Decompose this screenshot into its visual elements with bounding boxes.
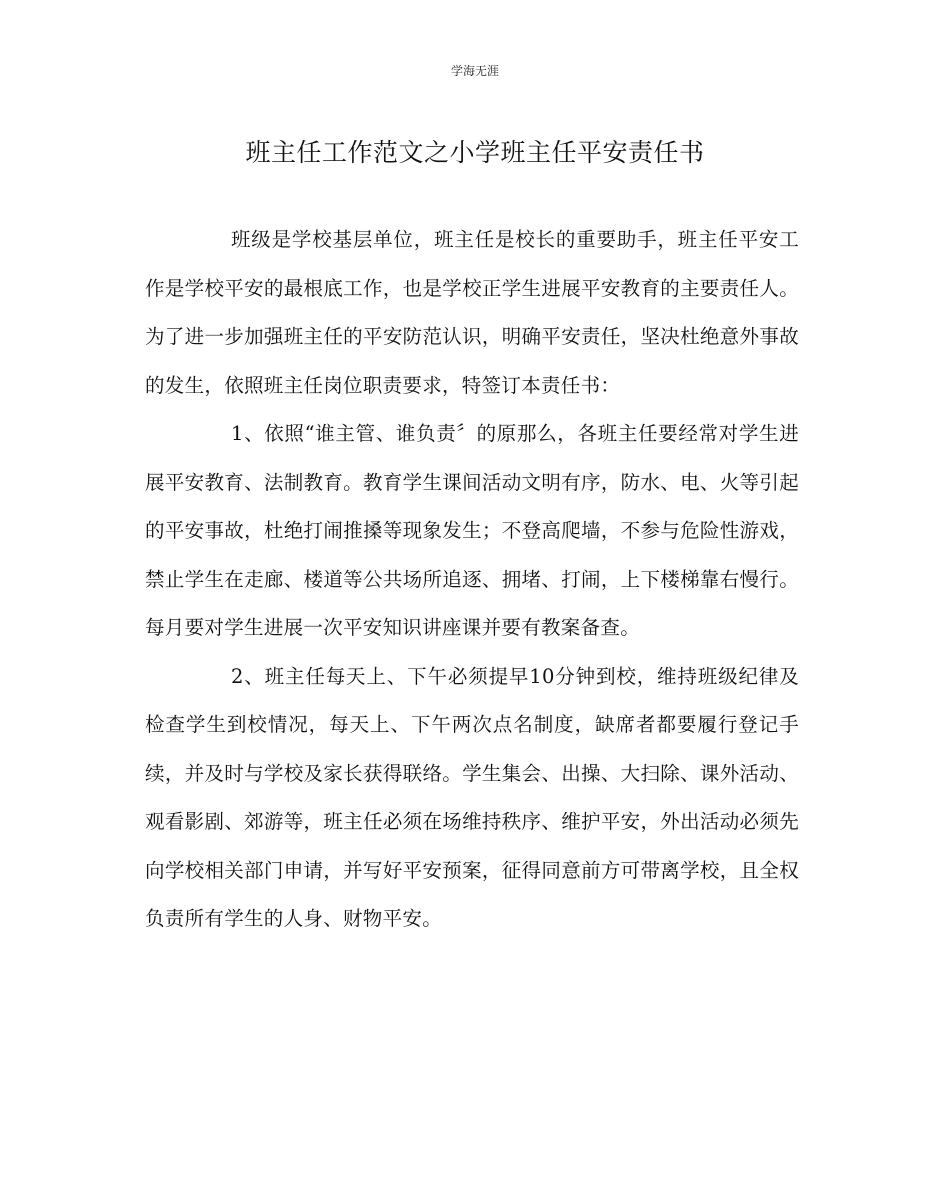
paragraph-intro: 班级是学校基层单位，班主任是校长的重要助手，班主任平安工作是学校平安的最根底工作，也是学校正学生进展平安教育的主要责任人。为了进一步加强班主任的平安防范认识，明确平安责任，坚决杜绝意外事故的发生，依照班主任岗位职责要求，特签订本责任书： xyxy=(145,228,799,397)
paragraph-item-1: 1、依照“谁主管、谁负责〞的原那么，各班主任要经常对学生进展平安教育、法制教育。教育学生课间活动文明有序，防水、电、火等引起的平安事故，杜绝打闹推搡等现象发生；不登高爬墙，不参与危险性游戏，禁止学生在走廊、楼道等公共场所追逐、拥堵、打闹，上下楼梯靠右慢行。每月要对学生进展一次平安知识讲座课并要有教案备查。 xyxy=(145,422,799,639)
document-body xyxy=(145,216,799,944)
paragraph-item-2: 2、班主任每天上、下午必须提早10分钟到校，维持班级纪律及检查学生到校情况，每天上、下午两次点名制度，缺席者都要履行登记手续，并及时与学校及家长获得联络。学生集会、出操、大扫除、课外活动、观看影剧、郊游等，班主任必须在场维持秩序、维护平安，外出活动必须先向学校相关部门申请，并写好平安预案，征得同意前方可带离学校，且全权负责所有学生的人身、财物平安。 xyxy=(145,664,799,930)
page-header: 学海无涯 xyxy=(450,64,499,78)
document-title: 班主任工作范文之小学班主任平安责任书 xyxy=(245,138,705,167)
